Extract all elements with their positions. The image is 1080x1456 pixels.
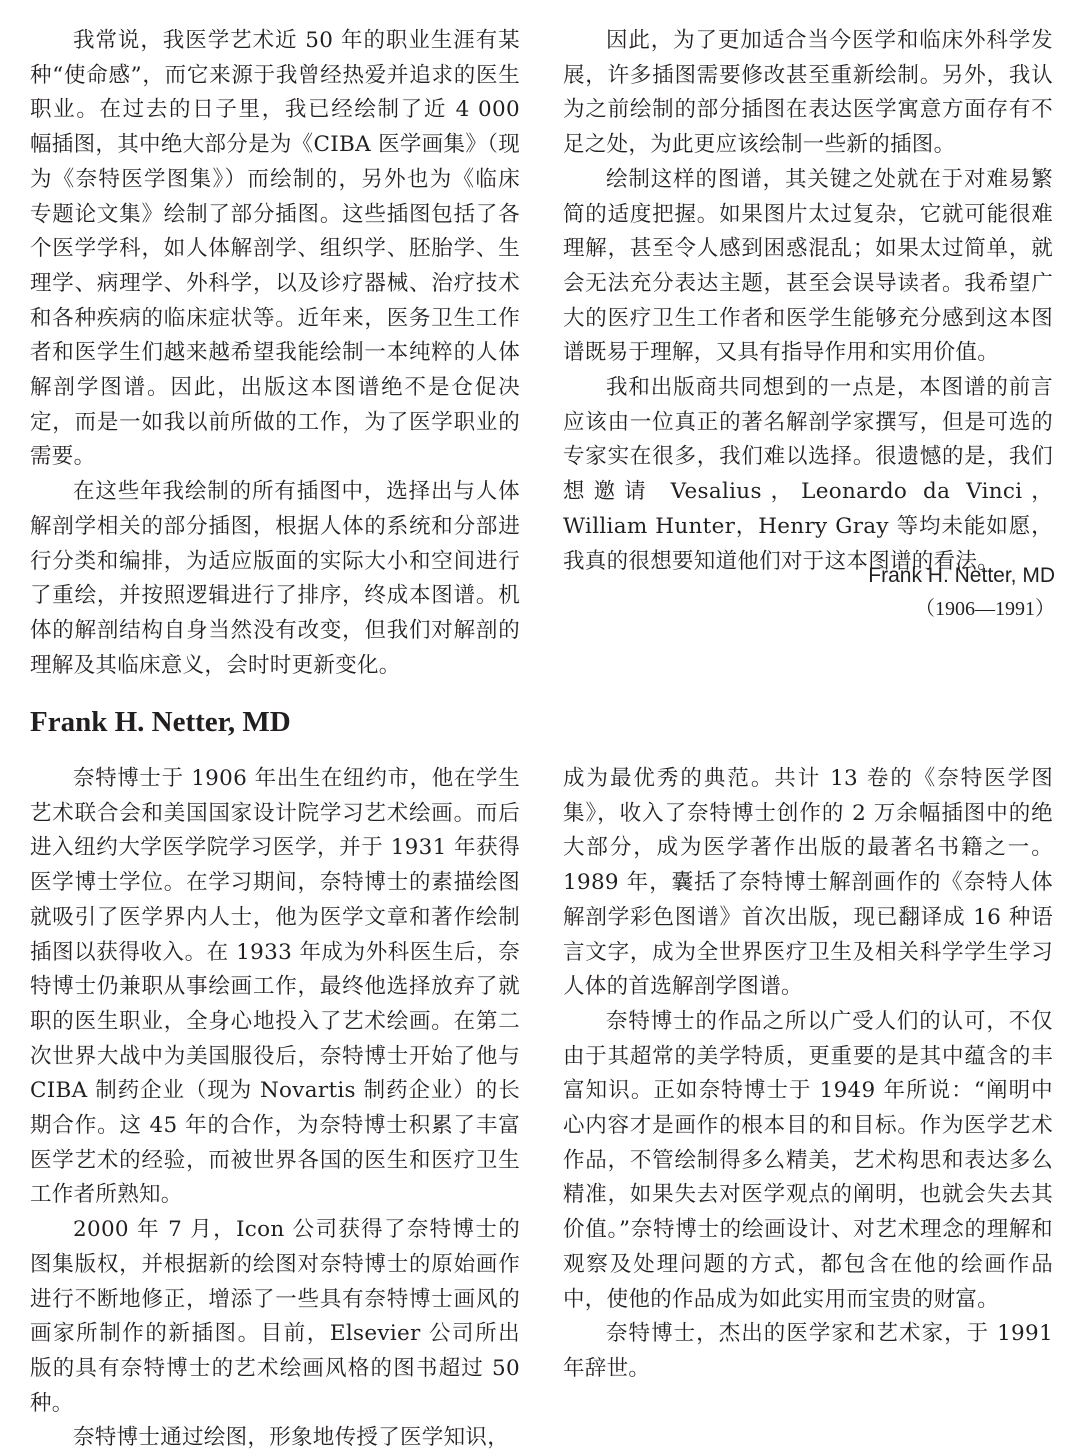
preface-paragraph: 我和出版商共同想到的一点是，本图谱的前言应该由一位真正的著名解剖学家撰写，但是可选的专家实在很多，我们难以选择。很遗憾的是，我们想邀请 Vesalius，Leonardo da Vinci，William Hunter，Henry Gray 等均未能如愿，我真的很想要知道他们对于这本图谱的看法。 xyxy=(563,375,1053,574)
biography-paragraph: 奈特博士通过绘图，形象地传授了医学知识， xyxy=(73,1425,510,1451)
biography-paragraph: 奈特博士，杰出的医学家和艺术家，于 1991 年辞世。 xyxy=(563,1321,1053,1381)
signature-years: （1906—1991） xyxy=(915,598,1055,620)
preface-paragraph: 因此，为了更加适合当今医学和临床外科学发展，许多插图需要修改甚至重新绘制。另外，我认为之前绘制的部分插图在表达医学寓意方面存有不足之处，为此更应该绘制一些新的插图。 xyxy=(563,28,1053,158)
biography-paragraph: 成为最优秀的典范。共计 13 卷的《奈特医学图集》，收入了奈特博士创作的 2 万余幅插图中的绝大部分，成为医学著作出版的最著名书籍之一。1989 年，囊括了奈特博士解剖画作的《奈特人体解剖学彩色图谱》首次出版，现已翻译成 16 种语言文字，成为全世界医疗卫生及相关科学学生学习人体的首选解剖学图谱。 xyxy=(563,766,1053,1000)
biography-paragraph: 奈特博士的作品之所以广受人们的认可，不仅由于其超常的美学特质，更重要的是其中蕴含的丰富知识。正如奈特博士于 1949 年所说：“阐明中心内容才是画作的根本目的和目标。作为医学艺术作品，不管绘制得多么精美，艺术构思和表达多么精准，如果失去对医学观点的阐明，也就会失去其价值。”奈特博士的绘画设计、对艺术理念的理解和观察及处理问题的方式，都包含在他的绘画作品中，使他的作品成为如此实用而宝贵的财富。 xyxy=(563,1008,1053,1312)
biography-paragraph: 2000 年 7 月，Icon 公司获得了奈特博士的图集版权，并根据新的绘图对奈特博士的原始画作进行不断地修正，增添了一些具有奈特博士画风的画家所制作的新插图。目前，Elsevier 公司所出版的具有奈特博士的艺术绘画风格的图书超过 50 种。 xyxy=(30,1217,520,1416)
biography-title: Frank H. Netter, MD xyxy=(30,706,291,738)
preface-paragraph: 绘制这样的图谱，其关键之处就在于对难易繁简的适度把握。如果图片太过复杂，它就可能很难理解，甚至令人感到困惑混乱；如果太过简单，就会无法充分表达主题，甚至会误导读者。我希望广大的医疗卫生工作者和医学生能够充分感到这本图谱既易于理解，又具有指导作用和实用价值。 xyxy=(563,166,1053,366)
preface-paragraph: 在这些年我绘制的所有插图中，选择出与人体解剖学相关的部分插图，根据人体的系统和分部进行分类和编排，为适应版面的实际大小和空间进行了重绘，并按照逻辑进行了排序，终成本图谱。机体的解剖结构自身当然没有改变，但我们对解剖的理解及其临床意义，会时时更新变化。 xyxy=(30,479,520,678)
signature-name: Frank H. Netter, MD xyxy=(868,564,1055,587)
preface-column-left xyxy=(30,24,520,683)
biography-column-left xyxy=(30,762,520,1456)
preface-paragraph: 我常说，我医学艺术近 50 年的职业生涯有某种“使命感”，而它来源于我曾经热爱并追求的医生职业。在过去的日子里，我已经绘制了近 4 000 幅插图，其中绝大部分是为《CIBA 医学画集》（现为《奈特医学图集》）而绘制的，另外也为《临床专题论文集》绘制了部分插图。这些插图包括了各个医学学科，如人体解剖学、组织学、胚胎学、生理学、病理学、外科学，以及诊疗器械、治疗技术和各种疾病的临床症状等。近年来，医务卫生工作者和医学生们越来越希望我能绘制一本纯粹的人体解剖学图谱。因此，出版这本图谱绝不是仓促决定，而是一如我以前所做的工作，为了医学职业的需要。 xyxy=(30,28,520,470)
biography-column-right xyxy=(563,762,1053,1387)
biography-paragraph: 奈特博士于 1906 年出生在纽约市，他在学生艺术联合会和美国国家设计院学习艺术绘画。而后进入纽约大学医学院学习医学，并于 1931 年获得医学博士学位。在学习期间，奈特博士的素描绘图就吸引了医学界内人士，他为医学文章和著作绘制插图以获得收入。在 1933 年成为外科医生后，奈特博士仍兼职从事绘画工作，最终他选择放弃了就职的医生职业，全身心地投入了艺术绘画。在第二次世界大战中为美国服役后，奈特博士开始了他与 CIBA 制药企业（现为 Novartis 制药企业）的长期合作。这 45 年的合作，为奈特博士积累了丰富医学艺术的经验，而被世界各国的医生和医疗卫生工作者所熟知。 xyxy=(30,766,520,1208)
preface-column-right xyxy=(563,24,1053,579)
